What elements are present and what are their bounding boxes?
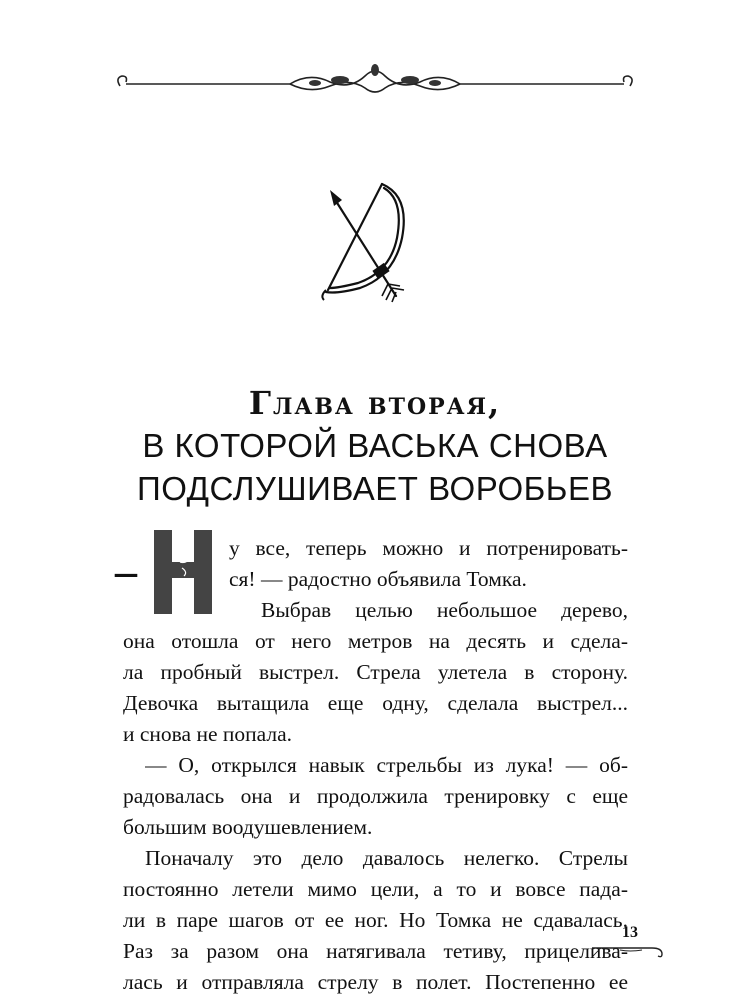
ornamental-divider-icon <box>110 62 640 102</box>
bow-and-arrow-icon <box>312 178 422 308</box>
text-line: большим воодушевлением. <box>123 815 373 839</box>
page-number: 13 <box>622 924 638 941</box>
chapter-subtitle-line-1: В КОТОРОЙ ВАСЬКА СНОВА <box>142 427 608 464</box>
text-line: ся! — радостно объявила Томка. <box>229 567 527 591</box>
text-line: радовалась она и продолжила тренировку с еще <box>123 784 628 808</box>
dropcap-dash: – <box>115 547 137 596</box>
chapter-title: Глава вторая, <box>248 384 502 422</box>
text-line: и снова не попала. <box>123 722 293 746</box>
chapter-subtitle-line-2: ПОДСЛУШИВАЕТ ВОРОБЬЕВ <box>137 470 613 507</box>
text-line: лась и отправляла стрелу в полет. Постепенно ее <box>123 970 628 994</box>
text-line: Поначалу это дело давалось нелегко. Стрелы <box>145 846 628 870</box>
text-line: Раз за разом она натягивала тетиву, прицелива- <box>123 939 628 963</box>
text-line: Девочка вытащила еще одну, сделала выстрел... <box>123 691 628 715</box>
text-line: Выбрав целью небольшое дерево, <box>261 598 628 622</box>
text-line: ла пробный выстрел. Стрела улетела в сторону. <box>123 660 628 684</box>
text-line: ли в паре шагов от ее ног. Но Томка не сдавалась. <box>123 908 628 932</box>
text-line: у все, теперь можно и потренировать- <box>229 536 628 560</box>
flourish-icon <box>590 942 670 962</box>
text-line: она отошла от него метров на десять и сдела- <box>123 629 628 653</box>
text-line: — О, открылся навык стрельбы из лука! — об- <box>145 753 628 777</box>
text-line: постоянно летели мимо цели, а то и вовсе пада- <box>123 877 628 901</box>
